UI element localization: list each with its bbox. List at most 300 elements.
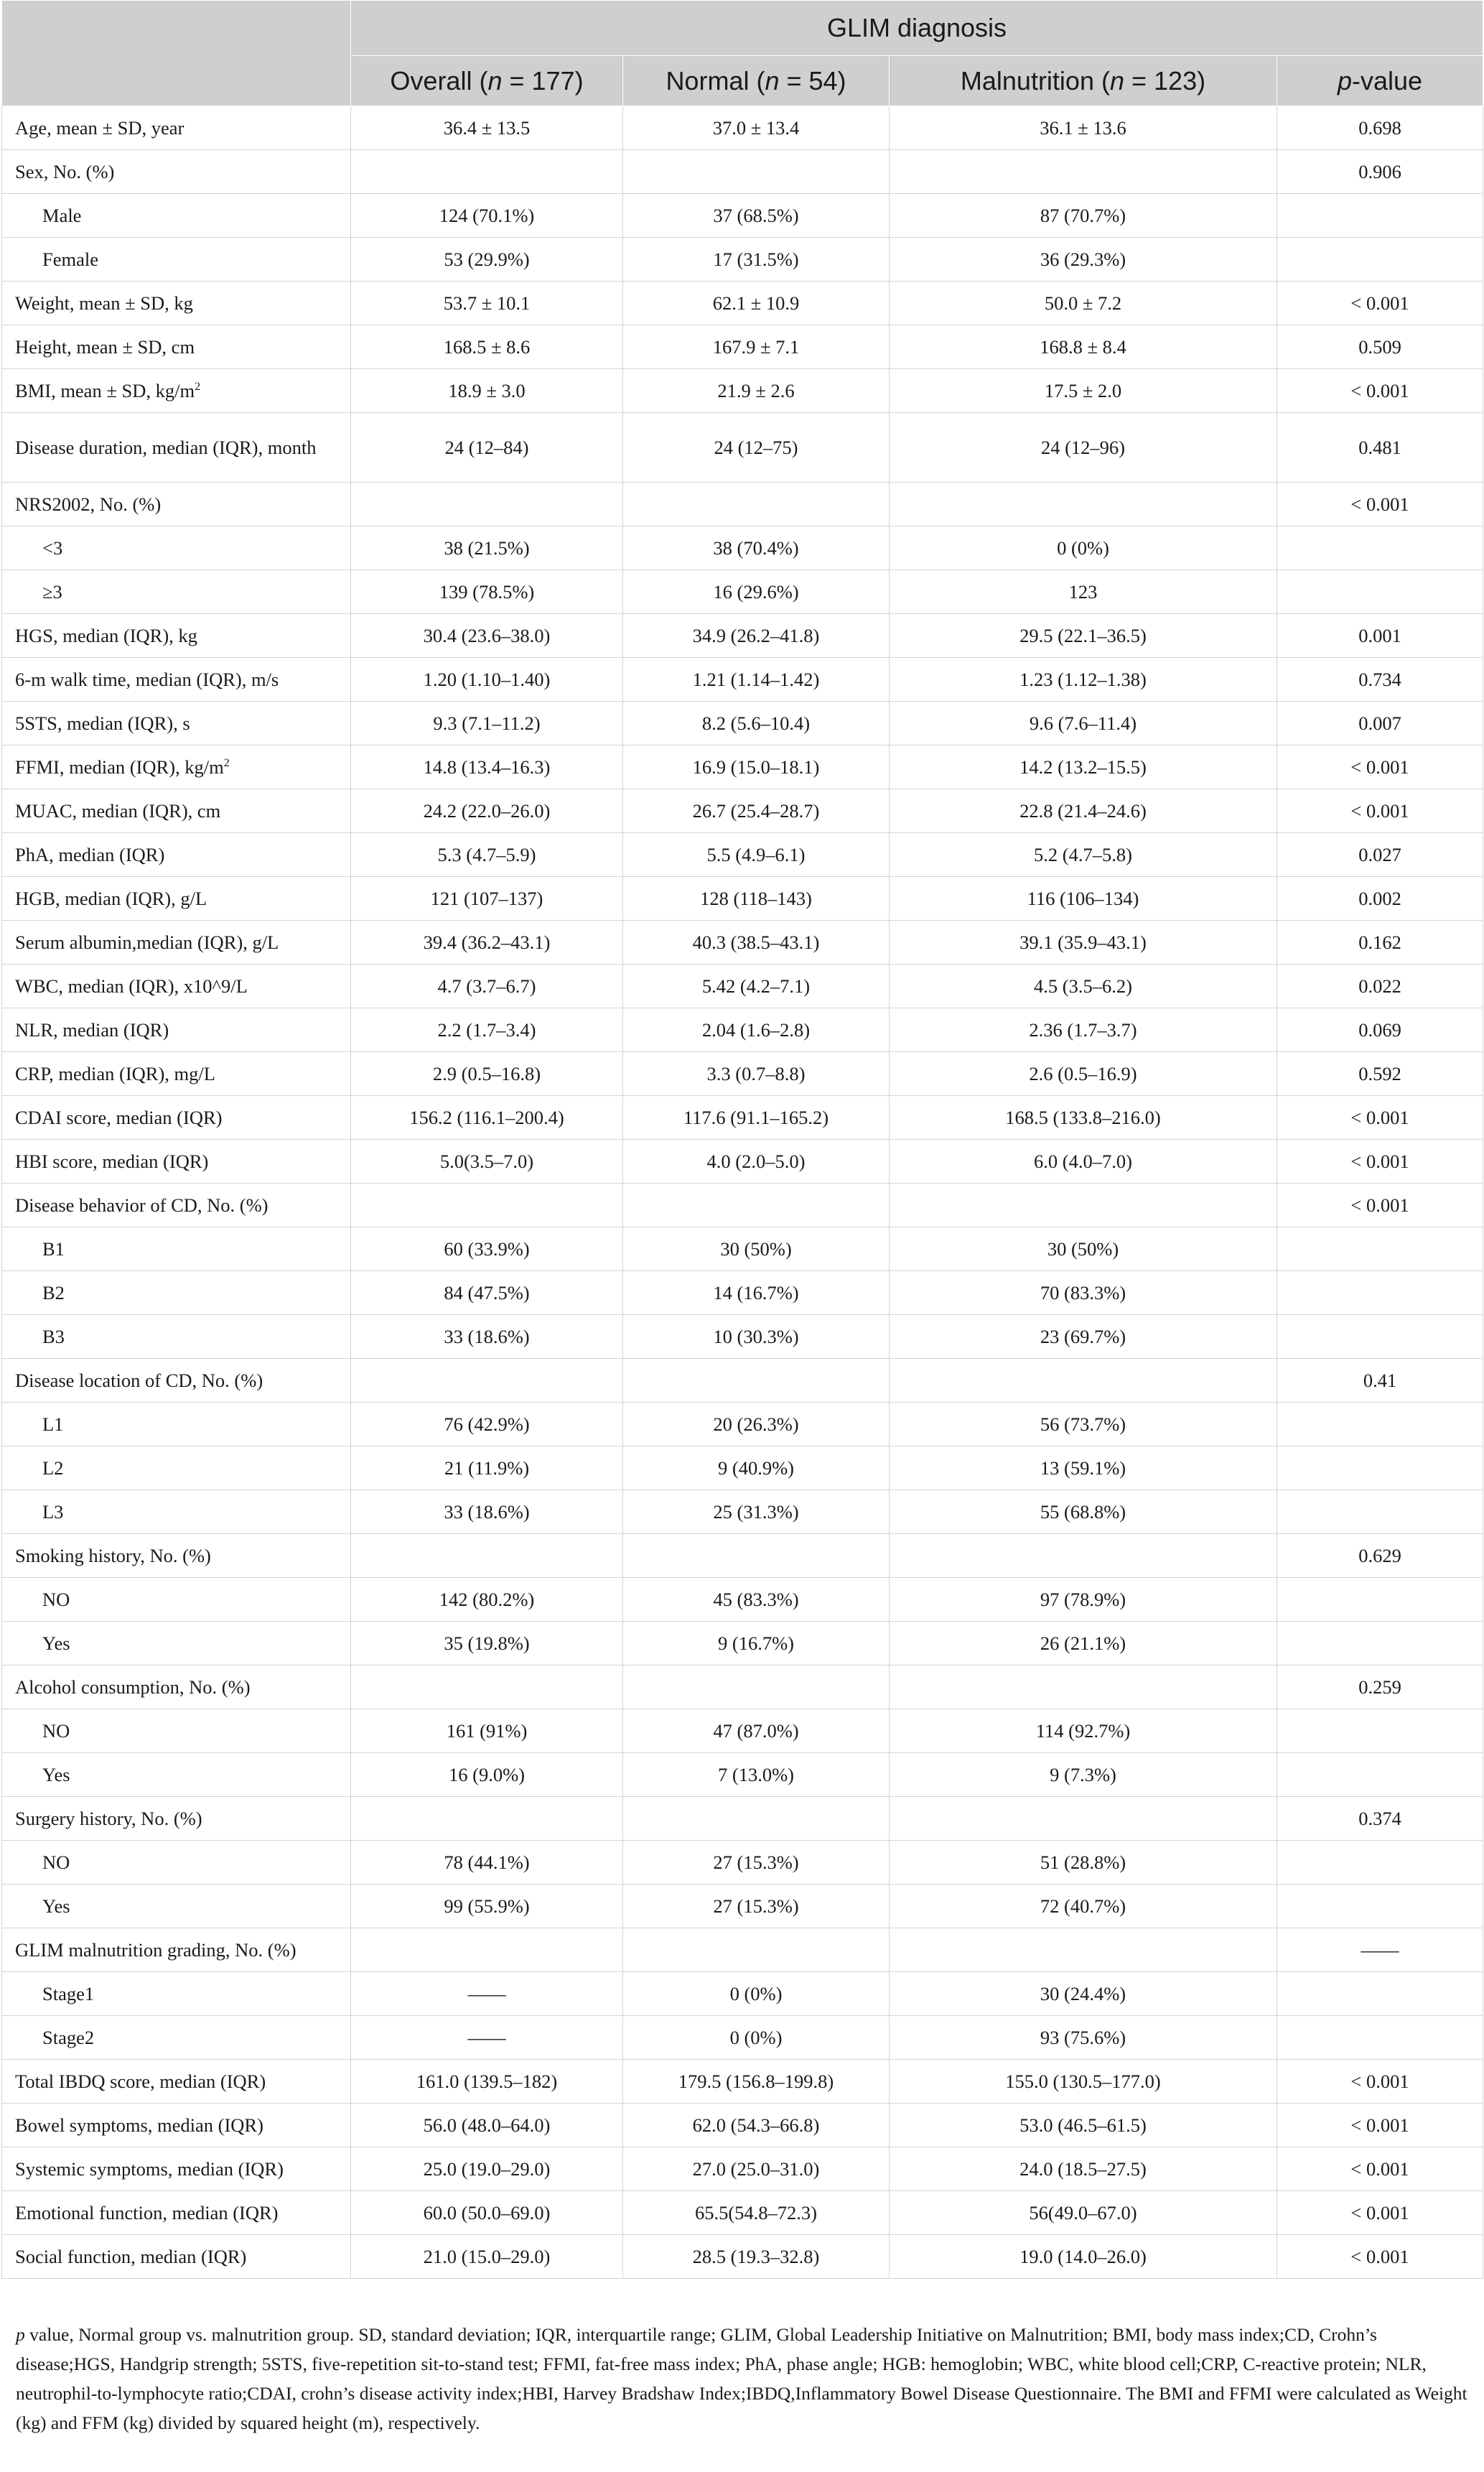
p-value-cell: 0.481 [1277, 413, 1483, 483]
normal-cell: 21.9 ± 2.6 [623, 369, 890, 413]
overall-cell: 24 (12–84) [351, 413, 623, 483]
row-label: BMI, mean ± SD, $kg/m^2$ [2, 369, 351, 413]
malnutrition-cell: 70 (83.3%) [890, 1271, 1277, 1315]
table-row [2, 614, 1483, 658]
table-row [2, 1271, 1483, 1315]
overall-cell: 161.0 (139.5–182) [351, 2060, 623, 2104]
table-row [2, 2104, 1483, 2147]
normal-cell: 37 (68.5%) [623, 194, 890, 238]
normal-cell: 10 (30.3%) [623, 1315, 890, 1359]
row-label: Smoking history, No. (%) [2, 1534, 351, 1578]
overall-cell: 21 (11.9%) [351, 1446, 623, 1490]
malnutrition-cell [890, 483, 1277, 526]
row-label: Age, mean ± SD, year [2, 106, 351, 150]
p-value-cell [1277, 1227, 1483, 1271]
glim-characteristics-table [1, 0, 1483, 2279]
table-row [2, 1096, 1483, 1140]
normal-cell [623, 483, 890, 526]
malnutrition-cell: 6.0 (4.0–7.0) [890, 1140, 1277, 1184]
normal-cell: 37.0 ± 13.4 [623, 106, 890, 150]
table-row [2, 1665, 1483, 1709]
p-value-cell [1277, 1753, 1483, 1797]
overall-cell [351, 150, 623, 194]
col-header-overall: Overall (n = 177) [351, 56, 623, 106]
p-value-cell: 0.002 [1277, 877, 1483, 921]
table-row [2, 702, 1483, 745]
normal-cell: 16.9 (15.0–18.1) [623, 745, 890, 789]
table-row [2, 1140, 1483, 1184]
row-label: HGB, median (IQR), g/L [2, 877, 351, 921]
malnutrition-cell: 114 (92.7%) [890, 1709, 1277, 1753]
overall-cell: 168.5 ± 8.6 [351, 325, 623, 369]
malnutrition-cell: 4.5 (3.5–6.2) [890, 965, 1277, 1008]
table-row [2, 325, 1483, 369]
normal-cell: 27 (15.3%) [623, 1885, 890, 1928]
normal-cell: 179.5 (156.8–199.8) [623, 2060, 890, 2104]
overall-cell: 60.0 (50.0–69.0) [351, 2191, 623, 2235]
malnutrition-cell [890, 1534, 1277, 1578]
row-label: MUAC, median (IQR), cm [2, 789, 351, 833]
table-row [2, 921, 1483, 965]
table-row [2, 789, 1483, 833]
overall-cell: 99 (55.9%) [351, 1885, 623, 1928]
normal-cell: 40.3 (38.5–43.1) [623, 921, 890, 965]
malnutrition-cell: 39.1 (35.9–43.1) [890, 921, 1277, 965]
row-label: GLIM malnutrition grading, No. (%) [2, 1928, 351, 1972]
p-value-cell [1277, 1446, 1483, 1490]
normal-cell: 3.3 (0.7–8.8) [623, 1052, 890, 1096]
p-value-cell: 0.509 [1277, 325, 1483, 369]
malnutrition-cell: 5.2 (4.7–5.8) [890, 833, 1277, 877]
malnutrition-cell: 123 [890, 570, 1277, 614]
normal-cell: 167.9 ± 7.1 [623, 325, 890, 369]
overall-cell: —— [351, 1972, 623, 2016]
row-label: Sex, No. (%) [2, 150, 351, 194]
row-label: NRS2002, No. (%) [2, 483, 351, 526]
row-label: L1 [2, 1403, 351, 1446]
row-label: L3 [2, 1490, 351, 1534]
overall-cell: 39.4 (36.2–43.1) [351, 921, 623, 965]
overall-cell: 5.3 (4.7–5.9) [351, 833, 623, 877]
row-label: Bowel symptoms, median (IQR) [2, 2104, 351, 2147]
table-row [2, 2235, 1483, 2279]
overall-cell: 16 (9.0%) [351, 1753, 623, 1797]
table-container [1, 0, 1483, 2279]
overall-cell: 24.2 (22.0–26.0) [351, 789, 623, 833]
row-label: Total IBDQ score, median (IQR) [2, 2060, 351, 2104]
normal-cell: 5.5 (4.9–6.1) [623, 833, 890, 877]
table-header [2, 1, 1483, 106]
row-label: Emotional function, median (IQR) [2, 2191, 351, 2235]
malnutrition-cell: 29.5 (22.1–36.5) [890, 614, 1277, 658]
normal-cell: 20 (26.3%) [623, 1403, 890, 1446]
overall-cell: 76 (42.9%) [351, 1403, 623, 1446]
table-row [2, 1052, 1483, 1096]
malnutrition-cell [890, 1184, 1277, 1227]
overall-cell: 60 (33.9%) [351, 1227, 623, 1271]
malnutrition-cell: 36 (29.3%) [890, 238, 1277, 282]
table-row [2, 570, 1483, 614]
malnutrition-cell [890, 1359, 1277, 1403]
row-label: Male [2, 194, 351, 238]
row-label: Alcohol consumption, No. (%) [2, 1665, 351, 1709]
malnutrition-cell [890, 1665, 1277, 1709]
malnutrition-cell: 22.8 (21.4–24.6) [890, 789, 1277, 833]
normal-cell: 62.0 (54.3–66.8) [623, 2104, 890, 2147]
overall-cell: 53.7 ± 10.1 [351, 282, 623, 325]
table-row [2, 1928, 1483, 1972]
header-corner-cell [2, 1, 351, 56]
table-row [2, 1359, 1483, 1403]
overall-cell: 33 (18.6%) [351, 1490, 623, 1534]
table-row [2, 1797, 1483, 1841]
table-row [2, 2016, 1483, 2060]
row-label: Serum albumin,median (IQR), g/L [2, 921, 351, 965]
row-label: ≥3 [2, 570, 351, 614]
table-row [2, 1578, 1483, 1622]
malnutrition-cell: 36.1 ± 13.6 [890, 106, 1277, 150]
overall-cell [351, 1534, 623, 1578]
malnutrition-cell: 50.0 ± 7.2 [890, 282, 1277, 325]
table-row [2, 2147, 1483, 2191]
table-row [2, 1753, 1483, 1797]
overall-cell: 36.4 ± 13.5 [351, 106, 623, 150]
malnutrition-cell: 9 (7.3%) [890, 1753, 1277, 1797]
table-row [2, 194, 1483, 238]
row-label: NO [2, 1709, 351, 1753]
malnutrition-cell: 56 (73.7%) [890, 1403, 1277, 1446]
p-value-cell: < 0.001 [1277, 2147, 1483, 2191]
table-row [2, 1008, 1483, 1052]
normal-cell: 26.7 (25.4–28.7) [623, 789, 890, 833]
malnutrition-cell: 2.36 (1.7–3.7) [890, 1008, 1277, 1052]
overall-cell: 56.0 (48.0–64.0) [351, 2104, 623, 2147]
overall-cell: 14.8 (13.4–16.3) [351, 745, 623, 789]
normal-cell: 17 (31.5%) [623, 238, 890, 282]
malnutrition-cell: 168.8 ± 8.4 [890, 325, 1277, 369]
p-value-cell [1277, 1490, 1483, 1534]
p-value-cell: 0.069 [1277, 1008, 1483, 1052]
row-label: Disease location of CD, No. (%) [2, 1359, 351, 1403]
table-row [2, 1446, 1483, 1490]
overall-cell [351, 483, 623, 526]
p-value-cell: < 0.001 [1277, 745, 1483, 789]
p-value-cell: < 0.001 [1277, 2191, 1483, 2235]
table-row [2, 965, 1483, 1008]
p-value-cell: —— [1277, 1928, 1483, 1972]
overall-cell: 2.9 (0.5–16.8) [351, 1052, 623, 1096]
normal-cell: 38 (70.4%) [623, 526, 890, 570]
p-value-cell: 0.374 [1277, 1797, 1483, 1841]
group-title: GLIM diagnosis [351, 1, 1483, 56]
malnutrition-cell: 19.0 (14.0–26.0) [890, 2235, 1277, 2279]
overall-cell: 18.9 ± 3.0 [351, 369, 623, 413]
row-label: CDAI score, median (IQR) [2, 1096, 351, 1140]
normal-cell [623, 1665, 890, 1709]
normal-cell: 30 (50%) [623, 1227, 890, 1271]
overall-cell: 35 (19.8%) [351, 1622, 623, 1665]
p-value-cell [1277, 1315, 1483, 1359]
overall-cell [351, 1797, 623, 1841]
p-value-cell: 0.734 [1277, 658, 1483, 702]
normal-cell: 0 (0%) [623, 2016, 890, 2060]
p-value-cell: 0.906 [1277, 150, 1483, 194]
normal-cell: 2.04 (1.6–2.8) [623, 1008, 890, 1052]
col-header-p-value: p-value [1277, 56, 1483, 106]
p-value-cell: 0.592 [1277, 1052, 1483, 1096]
malnutrition-cell: 1.23 (1.12–1.38) [890, 658, 1277, 702]
p-value-cell [1277, 1578, 1483, 1622]
p-value-cell: < 0.001 [1277, 2104, 1483, 2147]
p-value-cell: < 0.001 [1277, 1184, 1483, 1227]
row-label: 6-m walk time, median (IQR), m/s [2, 658, 351, 702]
malnutrition-cell: 9.6 (7.6–11.4) [890, 702, 1277, 745]
normal-cell: 47 (87.0%) [623, 1709, 890, 1753]
malnutrition-cell: 14.2 (13.2–15.5) [890, 745, 1277, 789]
row-label: Systemic symptoms, median (IQR) [2, 2147, 351, 2191]
malnutrition-cell: 24.0 (18.5–27.5) [890, 2147, 1277, 2191]
overall-cell: 30.4 (23.6–38.0) [351, 614, 623, 658]
p-value-cell [1277, 1709, 1483, 1753]
row-label: Height, mean ± SD, cm [2, 325, 351, 369]
normal-cell [623, 150, 890, 194]
overall-cell: 142 (80.2%) [351, 1578, 623, 1622]
p-value-cell: 0.698 [1277, 106, 1483, 150]
table-row [2, 106, 1483, 150]
overall-cell: 4.7 (3.7–6.7) [351, 965, 623, 1008]
normal-cell: 25 (31.3%) [623, 1490, 890, 1534]
malnutrition-cell: 24 (12–96) [890, 413, 1277, 483]
overall-cell [351, 1665, 623, 1709]
table-row [2, 1490, 1483, 1534]
p-value-cell: < 0.001 [1277, 789, 1483, 833]
p-value-cell [1277, 194, 1483, 238]
col-header-normal: Normal (n = 54) [623, 56, 890, 106]
normal-cell: 117.6 (91.1–165.2) [623, 1096, 890, 1140]
row-label: B3 [2, 1315, 351, 1359]
p-value-cell: < 0.001 [1277, 483, 1483, 526]
malnutrition-cell: 53.0 (46.5–61.5) [890, 2104, 1277, 2147]
normal-cell: 24 (12–75) [623, 413, 890, 483]
p-value-cell: < 0.001 [1277, 2235, 1483, 2279]
p-value-cell [1277, 1885, 1483, 1928]
row-label: FFMI, median (IQR), $kg/m^2$ [2, 745, 351, 789]
table-row [2, 1841, 1483, 1885]
table-row [2, 1534, 1483, 1578]
malnutrition-cell: 56(49.0–67.0) [890, 2191, 1277, 2235]
overall-cell: 5.0(3.5–7.0) [351, 1140, 623, 1184]
overall-cell: 139 (78.5%) [351, 570, 623, 614]
overall-cell: 33 (18.6%) [351, 1315, 623, 1359]
malnutrition-cell: 93 (75.6%) [890, 2016, 1277, 2060]
header-label-cell [2, 56, 351, 106]
normal-cell [623, 1359, 890, 1403]
table-row [2, 1885, 1483, 1928]
overall-cell: 84 (47.5%) [351, 1271, 623, 1315]
p-value-cell: < 0.001 [1277, 1096, 1483, 1140]
table-body [2, 106, 1483, 2279]
malnutrition-cell: 30 (24.4%) [890, 1972, 1277, 2016]
row-label: L2 [2, 1446, 351, 1490]
row-label: 5STS, median (IQR), s [2, 702, 351, 745]
p-value-cell [1277, 1841, 1483, 1885]
p-value-cell [1277, 570, 1483, 614]
malnutrition-cell: 87 (70.7%) [890, 194, 1277, 238]
table-row [2, 1227, 1483, 1271]
p-value-cell: < 0.001 [1277, 369, 1483, 413]
table-row [2, 1315, 1483, 1359]
malnutrition-cell: 26 (21.1%) [890, 1622, 1277, 1665]
p-value-cell [1277, 526, 1483, 570]
overall-cell: 156.2 (116.1–200.4) [351, 1096, 623, 1140]
table-row [2, 1622, 1483, 1665]
table-row [2, 483, 1483, 526]
malnutrition-cell: 0 (0%) [890, 526, 1277, 570]
row-label: Surgery history, No. (%) [2, 1797, 351, 1841]
normal-cell: 0 (0%) [623, 1972, 890, 2016]
row-label: <3 [2, 526, 351, 570]
malnutrition-cell: 2.6 (0.5–16.9) [890, 1052, 1277, 1096]
table-row [2, 413, 1483, 483]
malnutrition-cell: 55 (68.8%) [890, 1490, 1277, 1534]
p-value-cell: < 0.001 [1277, 1140, 1483, 1184]
normal-cell: 5.42 (4.2–7.1) [623, 965, 890, 1008]
table-row [2, 658, 1483, 702]
row-label: NLR, median (IQR) [2, 1008, 351, 1052]
malnutrition-cell: 17.5 ± 2.0 [890, 369, 1277, 413]
row-label: Yes [2, 1885, 351, 1928]
p-value-cell [1277, 1403, 1483, 1446]
table-row [2, 1972, 1483, 2016]
p-value-cell: 0.162 [1277, 921, 1483, 965]
table-row [2, 745, 1483, 789]
overall-cell: 25.0 (19.0–29.0) [351, 2147, 623, 2191]
malnutrition-cell: 116 (106–134) [890, 877, 1277, 921]
malnutrition-cell: 72 (40.7%) [890, 1885, 1277, 1928]
normal-cell: 4.0 (2.0–5.0) [623, 1140, 890, 1184]
normal-cell: 8.2 (5.6–10.4) [623, 702, 890, 745]
p-value-cell [1277, 238, 1483, 282]
normal-cell: 1.21 (1.14–1.42) [623, 658, 890, 702]
row-label: NO [2, 1578, 351, 1622]
normal-cell [623, 1534, 890, 1578]
row-label: CRP, median (IQR), mg/L [2, 1052, 351, 1096]
table-row [2, 1709, 1483, 1753]
overall-cell [351, 1928, 623, 1972]
normal-cell: 128 (118–143) [623, 877, 890, 921]
row-label: HBI score, median (IQR) [2, 1140, 351, 1184]
p-value-cell: 0.007 [1277, 702, 1483, 745]
malnutrition-cell: 155.0 (130.5–177.0) [890, 2060, 1277, 2104]
row-label: Yes [2, 1622, 351, 1665]
overall-cell: 161 (91%) [351, 1709, 623, 1753]
p-value-cell: 0.022 [1277, 965, 1483, 1008]
table-row [2, 2191, 1483, 2235]
p-value-cell: 0.629 [1277, 1534, 1483, 1578]
p-value-cell: 0.001 [1277, 614, 1483, 658]
row-label: Social function, median (IQR) [2, 2235, 351, 2279]
overall-cell: —— [351, 2016, 623, 2060]
malnutrition-cell: 51 (28.8%) [890, 1841, 1277, 1885]
p-value-cell: 0.259 [1277, 1665, 1483, 1709]
overall-cell [351, 1184, 623, 1227]
normal-cell: 34.9 (26.2–41.8) [623, 614, 890, 658]
table-row [2, 833, 1483, 877]
malnutrition-cell: 97 (78.9%) [890, 1578, 1277, 1622]
normal-cell: 65.5(54.8–72.3) [623, 2191, 890, 2235]
table-row [2, 526, 1483, 570]
col-header-malnutrition: Malnutrition (n = 123) [890, 56, 1277, 106]
row-label: PhA, median (IQR) [2, 833, 351, 877]
overall-cell [351, 1359, 623, 1403]
overall-cell: 121 (107–137) [351, 877, 623, 921]
overall-cell: 78 (44.1%) [351, 1841, 623, 1885]
table-row [2, 1403, 1483, 1446]
p-value-cell: < 0.001 [1277, 282, 1483, 325]
normal-cell: 45 (83.3%) [623, 1578, 890, 1622]
overall-cell: 124 (70.1%) [351, 194, 623, 238]
p-value-cell [1277, 2016, 1483, 2060]
overall-cell: 2.2 (1.7–3.4) [351, 1008, 623, 1052]
table-row [2, 150, 1483, 194]
row-label: Yes [2, 1753, 351, 1797]
row-label: Stage2 [2, 2016, 351, 2060]
p-value-cell: 0.41 [1277, 1359, 1483, 1403]
table-row [2, 2060, 1483, 2104]
row-label: Disease behavior of CD, No. (%) [2, 1184, 351, 1227]
row-label: WBC, median (IQR), x10^9/L [2, 965, 351, 1008]
malnutrition-cell: 168.5 (133.8–216.0) [890, 1096, 1277, 1140]
table-row [2, 238, 1483, 282]
normal-cell: 62.1 ± 10.9 [623, 282, 890, 325]
row-label: Stage1 [2, 1972, 351, 2016]
normal-cell [623, 1184, 890, 1227]
p-value-cell: 0.027 [1277, 833, 1483, 877]
row-label: Weight, mean ± SD, kg [2, 282, 351, 325]
malnutrition-cell [890, 1797, 1277, 1841]
p-value-cell [1277, 1271, 1483, 1315]
overall-cell: 1.20 (1.10–1.40) [351, 658, 623, 702]
normal-cell [623, 1797, 890, 1841]
overall-cell: 9.3 (7.1–11.2) [351, 702, 623, 745]
row-label: B1 [2, 1227, 351, 1271]
malnutrition-cell: 13 (59.1%) [890, 1446, 1277, 1490]
normal-cell: 7 (13.0%) [623, 1753, 890, 1797]
overall-cell: 38 (21.5%) [351, 526, 623, 570]
malnutrition-cell [890, 1928, 1277, 1972]
normal-cell: 14 (16.7%) [623, 1271, 890, 1315]
table-row [2, 1184, 1483, 1227]
normal-cell: 16 (29.6%) [623, 570, 890, 614]
normal-cell: 27.0 (25.0–31.0) [623, 2147, 890, 2191]
table-row [2, 282, 1483, 325]
row-label: B2 [2, 1271, 351, 1315]
normal-cell: 27 (15.3%) [623, 1841, 890, 1885]
row-label: HGS, median (IQR), kg [2, 614, 351, 658]
table-row [2, 877, 1483, 921]
table-row [2, 369, 1483, 413]
p-value-cell [1277, 1622, 1483, 1665]
row-label: Female [2, 238, 351, 282]
p-value-cell: < 0.001 [1277, 2060, 1483, 2104]
normal-cell [623, 1928, 890, 1972]
normal-cell: 9 (40.9%) [623, 1446, 890, 1490]
normal-cell: 28.5 (19.3–32.8) [623, 2235, 890, 2279]
table-footnote: p value, Normal group vs. malnutrition group. SD, standard deviation; IQR, interquartile range; GLIM, Global Leadership Initiative on Malnutrition; BMI, body mass index;CD, Crohn’s disease;HGS, Handgrip strength; 5STS, five-repetition sit-to-stand test; FFMI, fat-free mass index; PhA, phase angle; HGB: hemoglobin; WBC, white blood cell;CRP, C-reactive protein; NLR, neutrophil-to-lymphocyte ratio;CDAI, crohn’s disease activity index;HBI, Harvey Bradshaw Index;IBDQ,Inflammatory Bowel Disease Questionnaire. The BMI and FFMI were calculated as Weight (kg) and FFM (kg) divided by squared height (m), respectively. [16, 2324, 1467, 2433]
normal-cell: 9 (16.7%) [623, 1622, 890, 1665]
malnutrition-cell: 30 (50%) [890, 1227, 1277, 1271]
row-label: Disease duration, median (IQR), month [2, 413, 351, 483]
